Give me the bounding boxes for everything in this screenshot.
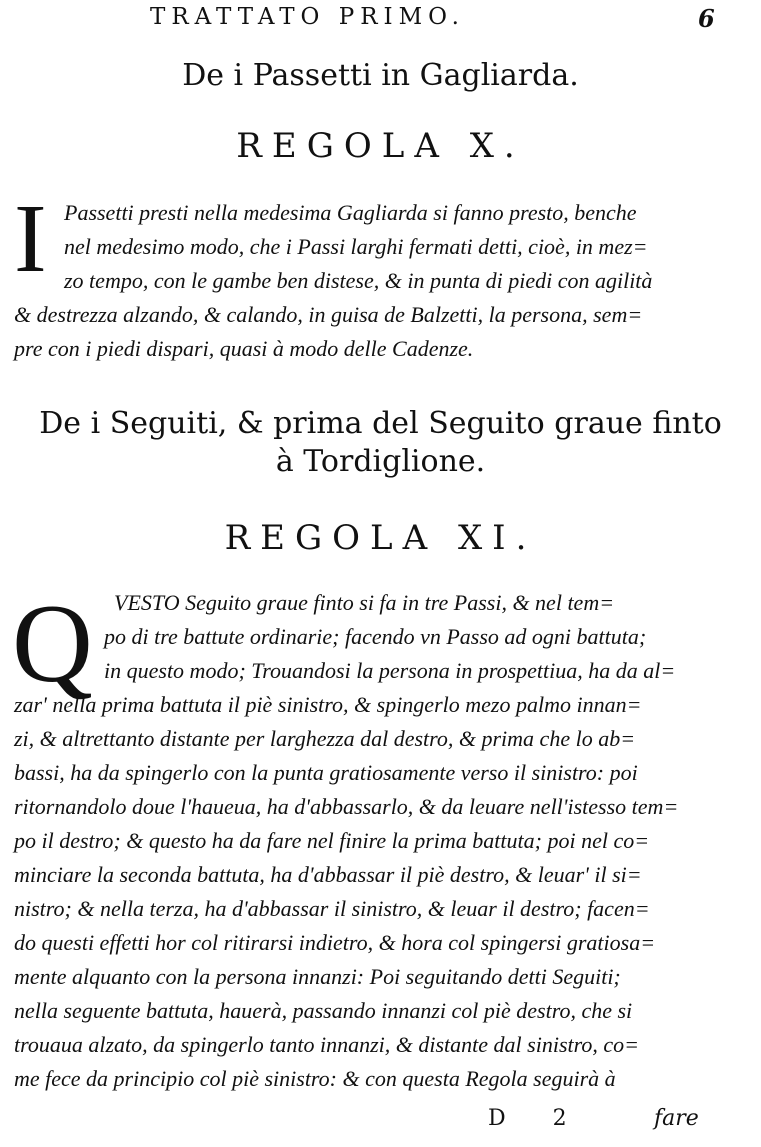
drop-cap-i: I [14, 185, 47, 293]
paragraph-line: ritornandolo doue l'haueua, ha d'abbassarlo, & da leuare nell'istesso tem= [14, 794, 679, 819]
paragraph-line: po il destro; & questo ha da fare nel finire la prima battuta; poi nel co= [14, 828, 650, 853]
paragraph-line: minciare la seconda battuta, ha d'abbassar il piè destro, & leuar' il si= [14, 862, 642, 887]
paragraph-line: in questo modo; Trouandosi la persona in prospettiua, ha da al= [104, 658, 676, 683]
paragraph-line: zo tempo, con le gambe ben distese, & in punta di piedi con agilità [64, 268, 653, 293]
paragraph-line: me fece da principio col piè sinistro: & con questa Regola seguirà à [14, 1066, 616, 1091]
drop-cap-q: Q [12, 582, 93, 706]
page-number: 6 [698, 4, 715, 33]
paragraph-line: nel medesimo modo, che i Passi larghi fermati detti, cioè, in mez= [64, 234, 648, 259]
paragraph-line: bassi, ha da spingerlo con la punta gratiosamente verso il sinistro: poi [14, 760, 638, 785]
paragraph-line: trouaua alzato, da spingerlo tanto innanzi, & distante dal sinistro, co= [14, 1032, 639, 1057]
signature-mark: D 2 [488, 1106, 587, 1131]
rule-heading-xi: REGOLA XI. [224, 518, 537, 558]
paragraph-line: mente alquanto con la persona innanzi: Poi seguitando detti Seguiti; [14, 964, 621, 989]
rule-heading-x: REGOLA X. [236, 126, 525, 166]
paragraph-line: VESTO Seguito graue finto si fa in tre Passi, & nel tem= [114, 590, 615, 615]
paragraph-line: nistro; & nella terza, ha d'abbassar il sinistro, & leuar il destro; facen= [14, 896, 650, 921]
paragraph-line: nella seguente battuta, hauerà, passando innanzi col piè destro, che si [14, 998, 633, 1023]
paragraph-line: do questi effetti hor col ritirarsi indietro, & hora col spingersi gratiosa= [14, 930, 656, 955]
running-head: TRATTATO PRIMO. [150, 4, 465, 30]
paragraph-line: pre con i piedi dispari, quasi à modo delle Cadenze. [14, 336, 474, 361]
paragraph-line: Passetti presti nella medesima Gagliarda si fanno presto, benche [64, 200, 637, 225]
section-title-seguiti-cont: à Tordiglione. [275, 444, 486, 479]
paragraph-line: zar' nella prima battuta il piè sinistro, & spingerlo mezo palmo innan= [14, 692, 642, 717]
section-title-seguiti: De i Seguiti, & prima del Seguito graue finto [39, 406, 722, 441]
paragraph-line: po di tre battute ordinarie; facendo vn Passo ad ogni battuta; [104, 624, 647, 649]
catchword: fare [654, 1106, 699, 1131]
paragraph-line: zi, & altrettanto distante per larghezza dal destro, & prima che lo ab= [14, 726, 636, 751]
section-title-passetti: De i Passetti in Gagliarda. [182, 58, 579, 93]
paragraph-line: & destrezza alzando, & calando, in guisa de Balzetti, la persona, sem= [14, 302, 643, 327]
